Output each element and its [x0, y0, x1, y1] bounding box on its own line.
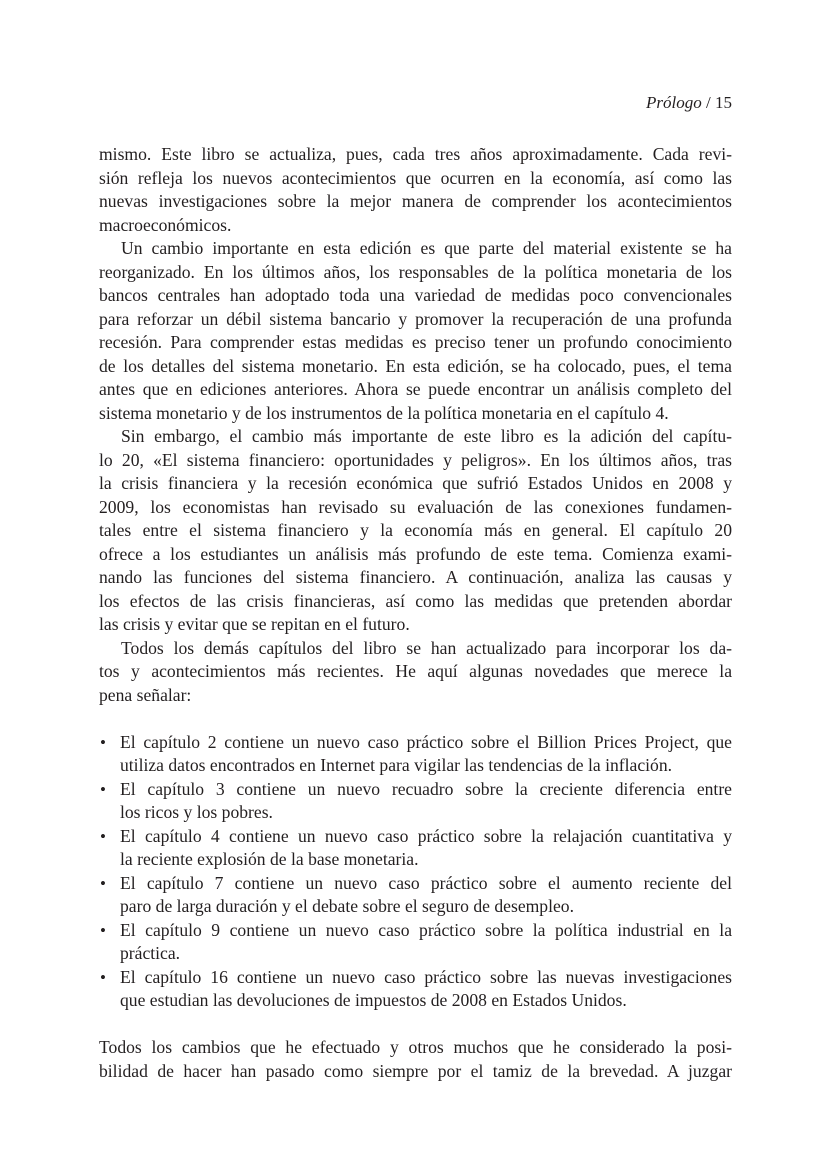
- text-line: la crisis financiera y la recesión económica que sufrió Estados Unidos en 2008 y: [99, 473, 732, 493]
- text-line: nuevas investigaciones sobre la mejor manera de comprender los acontecimientos: [99, 191, 732, 211]
- list-item: [99, 872, 732, 919]
- running-head-section: Prólogo: [646, 93, 702, 112]
- list-item: [99, 966, 732, 1013]
- text-line: macroeconómicos.: [99, 214, 232, 235]
- text-line: Todos los cambios que he efectuado y otros muchos que he considerado la posi-: [99, 1037, 732, 1057]
- text-line: recesión. Para comprender estas medidas es preciso tener un profundo conocimiento: [99, 332, 732, 352]
- text-line: práctica.: [120, 943, 181, 963]
- text-line: El capítulo 7 contiene un nuevo caso práctico sobre el aumento reciente del: [120, 872, 732, 893]
- text-line: paro de larga duración y el debate sobre el seguro de desempleo.: [120, 896, 575, 916]
- text-line: ofrece a los estudiantes un análisis más profundo de este tema. Comienza exami-: [99, 543, 732, 564]
- text-line: El capítulo 3 contiene un nuevo recuadro sobre la creciente diferencia entre: [120, 778, 732, 799]
- list-item: [99, 778, 732, 825]
- bullet-icon: •: [100, 967, 106, 987]
- text-line: 2009, los economistas han revisado su evaluación de las conexiones fundamen-: [99, 496, 732, 517]
- paragraph-updates-intro: [99, 637, 732, 708]
- text-line: El capítulo 4 contiene un nuevo caso práctico sobre la relajación cuantitativa y: [120, 825, 732, 846]
- text-line: la reciente explosión de la base monetaria.: [120, 849, 419, 869]
- vertical-spacer: [99, 1013, 732, 1037]
- text-line: sión refleja los nuevos acontecimientos que ocurren en la economía, así como las: [99, 167, 732, 188]
- text-line: bancos centrales han adoptado toda una variedad de medidas poco convencionales: [99, 285, 732, 305]
- running-head: [646, 92, 732, 114]
- text-line: reorganizado. En los últimos años, los responsables de la política monetaria de los: [99, 261, 732, 282]
- text-line: antes que en ediciones anteriores. Ahora se puede encontrar un análisis completo del: [99, 379, 732, 399]
- updates-list: [99, 731, 732, 1013]
- text-line: sistema monetario y de los instrumentos de la política monetaria en el capítulo 4.: [99, 402, 669, 423]
- text-line: los efectos de las crisis financieras, así como las medidas que pretenden abordar: [99, 590, 732, 611]
- list-item: [99, 825, 732, 872]
- text-line: El capítulo 9 contiene un nuevo caso práctico sobre la política industrial en la: [120, 919, 732, 940]
- paragraph-closing: [99, 1036, 732, 1083]
- running-head-separator: /: [701, 93, 715, 112]
- text-line: de los detalles del sistema monetario. En esta edición, se ha colocado, pues, el tema: [99, 355, 732, 376]
- vertical-spacer: [99, 707, 732, 731]
- bullet-icon: •: [100, 826, 106, 846]
- text-line: Todos los demás capítulos del libro se han actualizado para incorporar los da-: [121, 637, 732, 658]
- bullet-icon: •: [100, 779, 106, 799]
- list-item: [99, 919, 732, 966]
- text-line: El capítulo 2 contiene un nuevo caso práctico sobre el Billion Prices Project, que: [120, 731, 732, 752]
- text-line: lo 20, «El sistema financiero: oportunidades y peligros». En los últimos años, tras: [99, 449, 732, 470]
- text-line: las crisis y evitar que se repitan en el futuro.: [99, 614, 410, 634]
- bullet-icon: •: [100, 732, 106, 752]
- text-line: nando las funciones del sistema financiero. A continuación, analiza las causas y: [99, 567, 732, 587]
- bullet-icon: •: [100, 920, 106, 940]
- paragraph-chapter-20: [99, 425, 732, 637]
- text-line: tales entre el sistema financiero y la economía más en general. El capítulo 20: [99, 520, 732, 540]
- bullet-icon: •: [100, 873, 106, 893]
- text-line: utiliza datos encontrados en Internet para vigilar las tendencias de la inflación.: [120, 755, 673, 775]
- text-line: Un cambio importante en esta edición es que parte del material existente se ha: [121, 238, 732, 258]
- text-line: mismo. Este libro se actualiza, pues, cada tres años aproximadamente. Cada revi-: [99, 144, 732, 164]
- page-body: [99, 143, 732, 1083]
- text-line: para reforzar un débil sistema bancario y promover la recuperación de una profunda: [99, 308, 732, 329]
- text-line: los ricos y los pobres.: [120, 802, 273, 822]
- paragraph-reorganization: [99, 237, 732, 425]
- page-number: 15: [715, 93, 732, 112]
- text-line: Sin embargo, el cambio más importante de este libro es la adición del capítu-: [121, 426, 732, 446]
- list-item: [99, 731, 732, 778]
- text-line: que estudian las devoluciones de impuestos de 2008 en Estados Unidos.: [120, 990, 627, 1010]
- text-line: bilidad de hacer han pasado como siempre por el tamiz de la brevedad. A juzgar: [99, 1060, 732, 1081]
- text-line: pena señalar:: [99, 684, 192, 705]
- text-line: El capítulo 16 contiene un nuevo caso práctico sobre las nuevas investigaciones: [120, 966, 732, 987]
- text-line: tos y acontecimientos más recientes. He aquí algunas novedades que merece la: [99, 661, 732, 681]
- paragraph-continuation: [99, 143, 732, 237]
